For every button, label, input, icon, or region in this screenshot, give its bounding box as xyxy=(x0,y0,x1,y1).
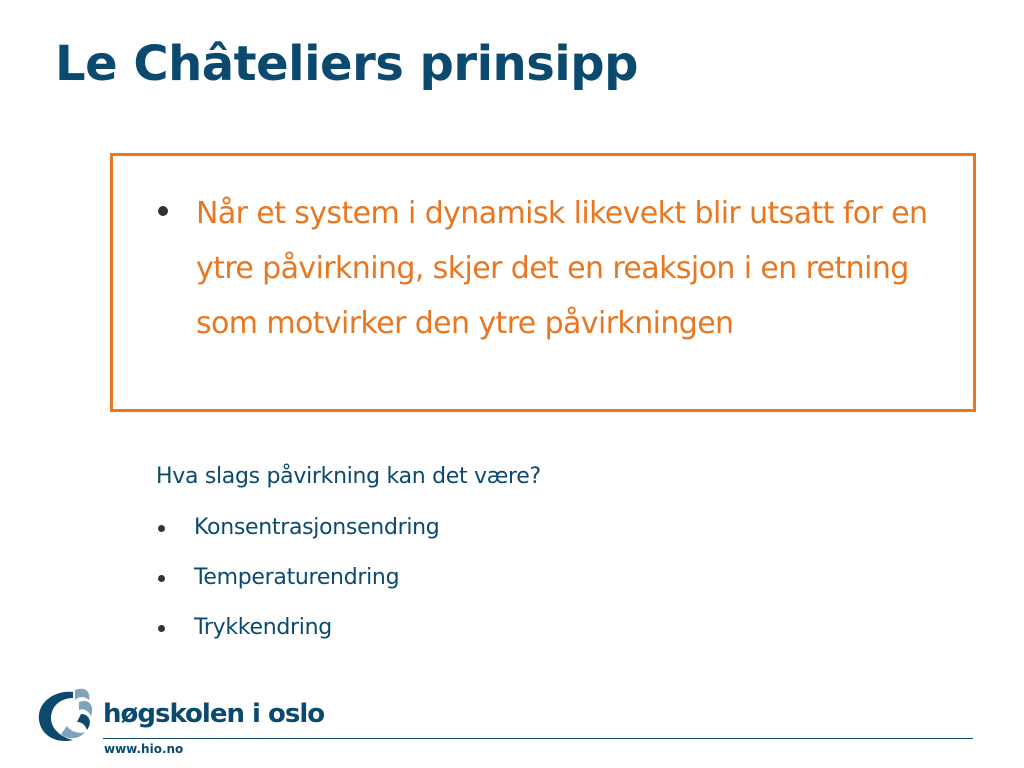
bullet-icon xyxy=(158,206,168,216)
change-type-list xyxy=(156,510,439,660)
highlight-bullet-text: Når et system i dynamisk likevekt blir utsatt for en ytre påvirkning, skjer det en reaksjon i en retning som motvirker den ytre påvirkningen xyxy=(196,196,928,341)
list-item-text: Konsentrasjonsendring xyxy=(194,515,440,540)
bullet-icon xyxy=(158,575,165,582)
lead-question: Hva slags påvirkning kan det være? xyxy=(156,464,541,489)
footer-url: www.hio.no xyxy=(104,742,184,756)
hio-swirl-logo-icon xyxy=(33,682,113,746)
list-item xyxy=(156,560,439,610)
slide-title: Le Châteliers prinsipp xyxy=(55,36,638,92)
list-item xyxy=(156,610,439,660)
list-item xyxy=(156,510,439,560)
highlight-box xyxy=(110,153,976,412)
footer-divider xyxy=(103,738,973,739)
list-item-text: Trykkendring xyxy=(194,615,332,640)
bullet-icon xyxy=(158,525,165,532)
bullet-icon xyxy=(158,625,165,632)
list-item-text: Temperaturendring xyxy=(194,565,400,590)
footer-brand: høgskolen i oslo xyxy=(103,699,325,729)
highlight-bullet-item xyxy=(196,186,966,351)
